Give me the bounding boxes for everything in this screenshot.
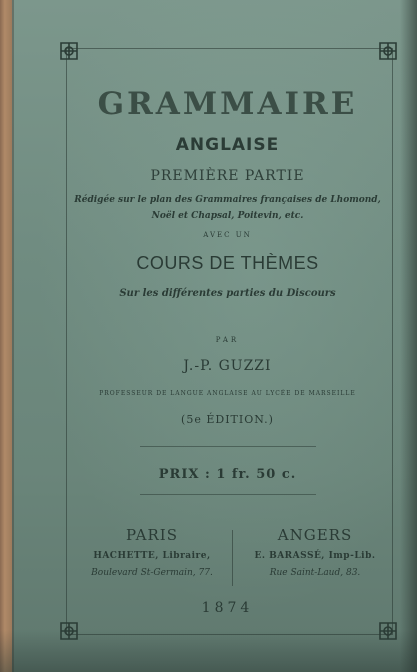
edition-label: (5e ÉDITION.) xyxy=(181,413,274,426)
publisher-address-angers: Rue Saint-Laud, 83. xyxy=(269,568,361,578)
publisher-divider xyxy=(232,530,233,586)
publisher-name-paris: HACHETTE, Libraire, xyxy=(93,551,211,561)
publisher-city-angers: ANGERS xyxy=(277,526,353,544)
par-label: PAR xyxy=(215,336,240,344)
author-title: PROFESSEUR DE LANGUE ANGLAISE AU LYCÉE DE MARSEILLE xyxy=(99,390,356,397)
fleuron-ornament-icon xyxy=(377,620,399,642)
publication-year: 1874 xyxy=(201,600,254,616)
divider-bottom xyxy=(140,494,316,495)
book-title: GRAMMAIRE xyxy=(97,86,358,122)
price-label: PRIX : 1 fr. 50 c. xyxy=(158,467,297,482)
fleuron-ornament-icon xyxy=(377,40,399,62)
part-label: PREMIÈRE PARTIE xyxy=(150,168,305,184)
fleuron-ornament-icon xyxy=(58,40,80,62)
book-spine xyxy=(0,0,12,672)
author-name: J.-P. GUZZI xyxy=(183,358,272,374)
publisher-name-angers: E. BARASSÉ, Imp-Lib. xyxy=(254,551,376,561)
edge-shadow xyxy=(400,0,417,672)
description-line-2: Noël et Chapsal, Poitevin, etc. xyxy=(151,211,304,221)
course-title: COURS DE THÈMES xyxy=(136,253,319,273)
book-subtitle: ANGLAISE xyxy=(175,135,280,155)
divider-top xyxy=(140,446,316,447)
publisher-address-paris: Boulevard St-Germain, 77. xyxy=(91,568,213,578)
fleuron-ornament-icon xyxy=(58,620,80,642)
avec-label: AVEC UN xyxy=(203,231,252,239)
publisher-city-paris: PARIS xyxy=(125,526,179,544)
description-line-1: Rédigée sur le plan des Grammaires françaises de Lhomond, xyxy=(74,195,381,205)
course-subtitle: Sur les différentes parties du Discours xyxy=(119,288,336,299)
